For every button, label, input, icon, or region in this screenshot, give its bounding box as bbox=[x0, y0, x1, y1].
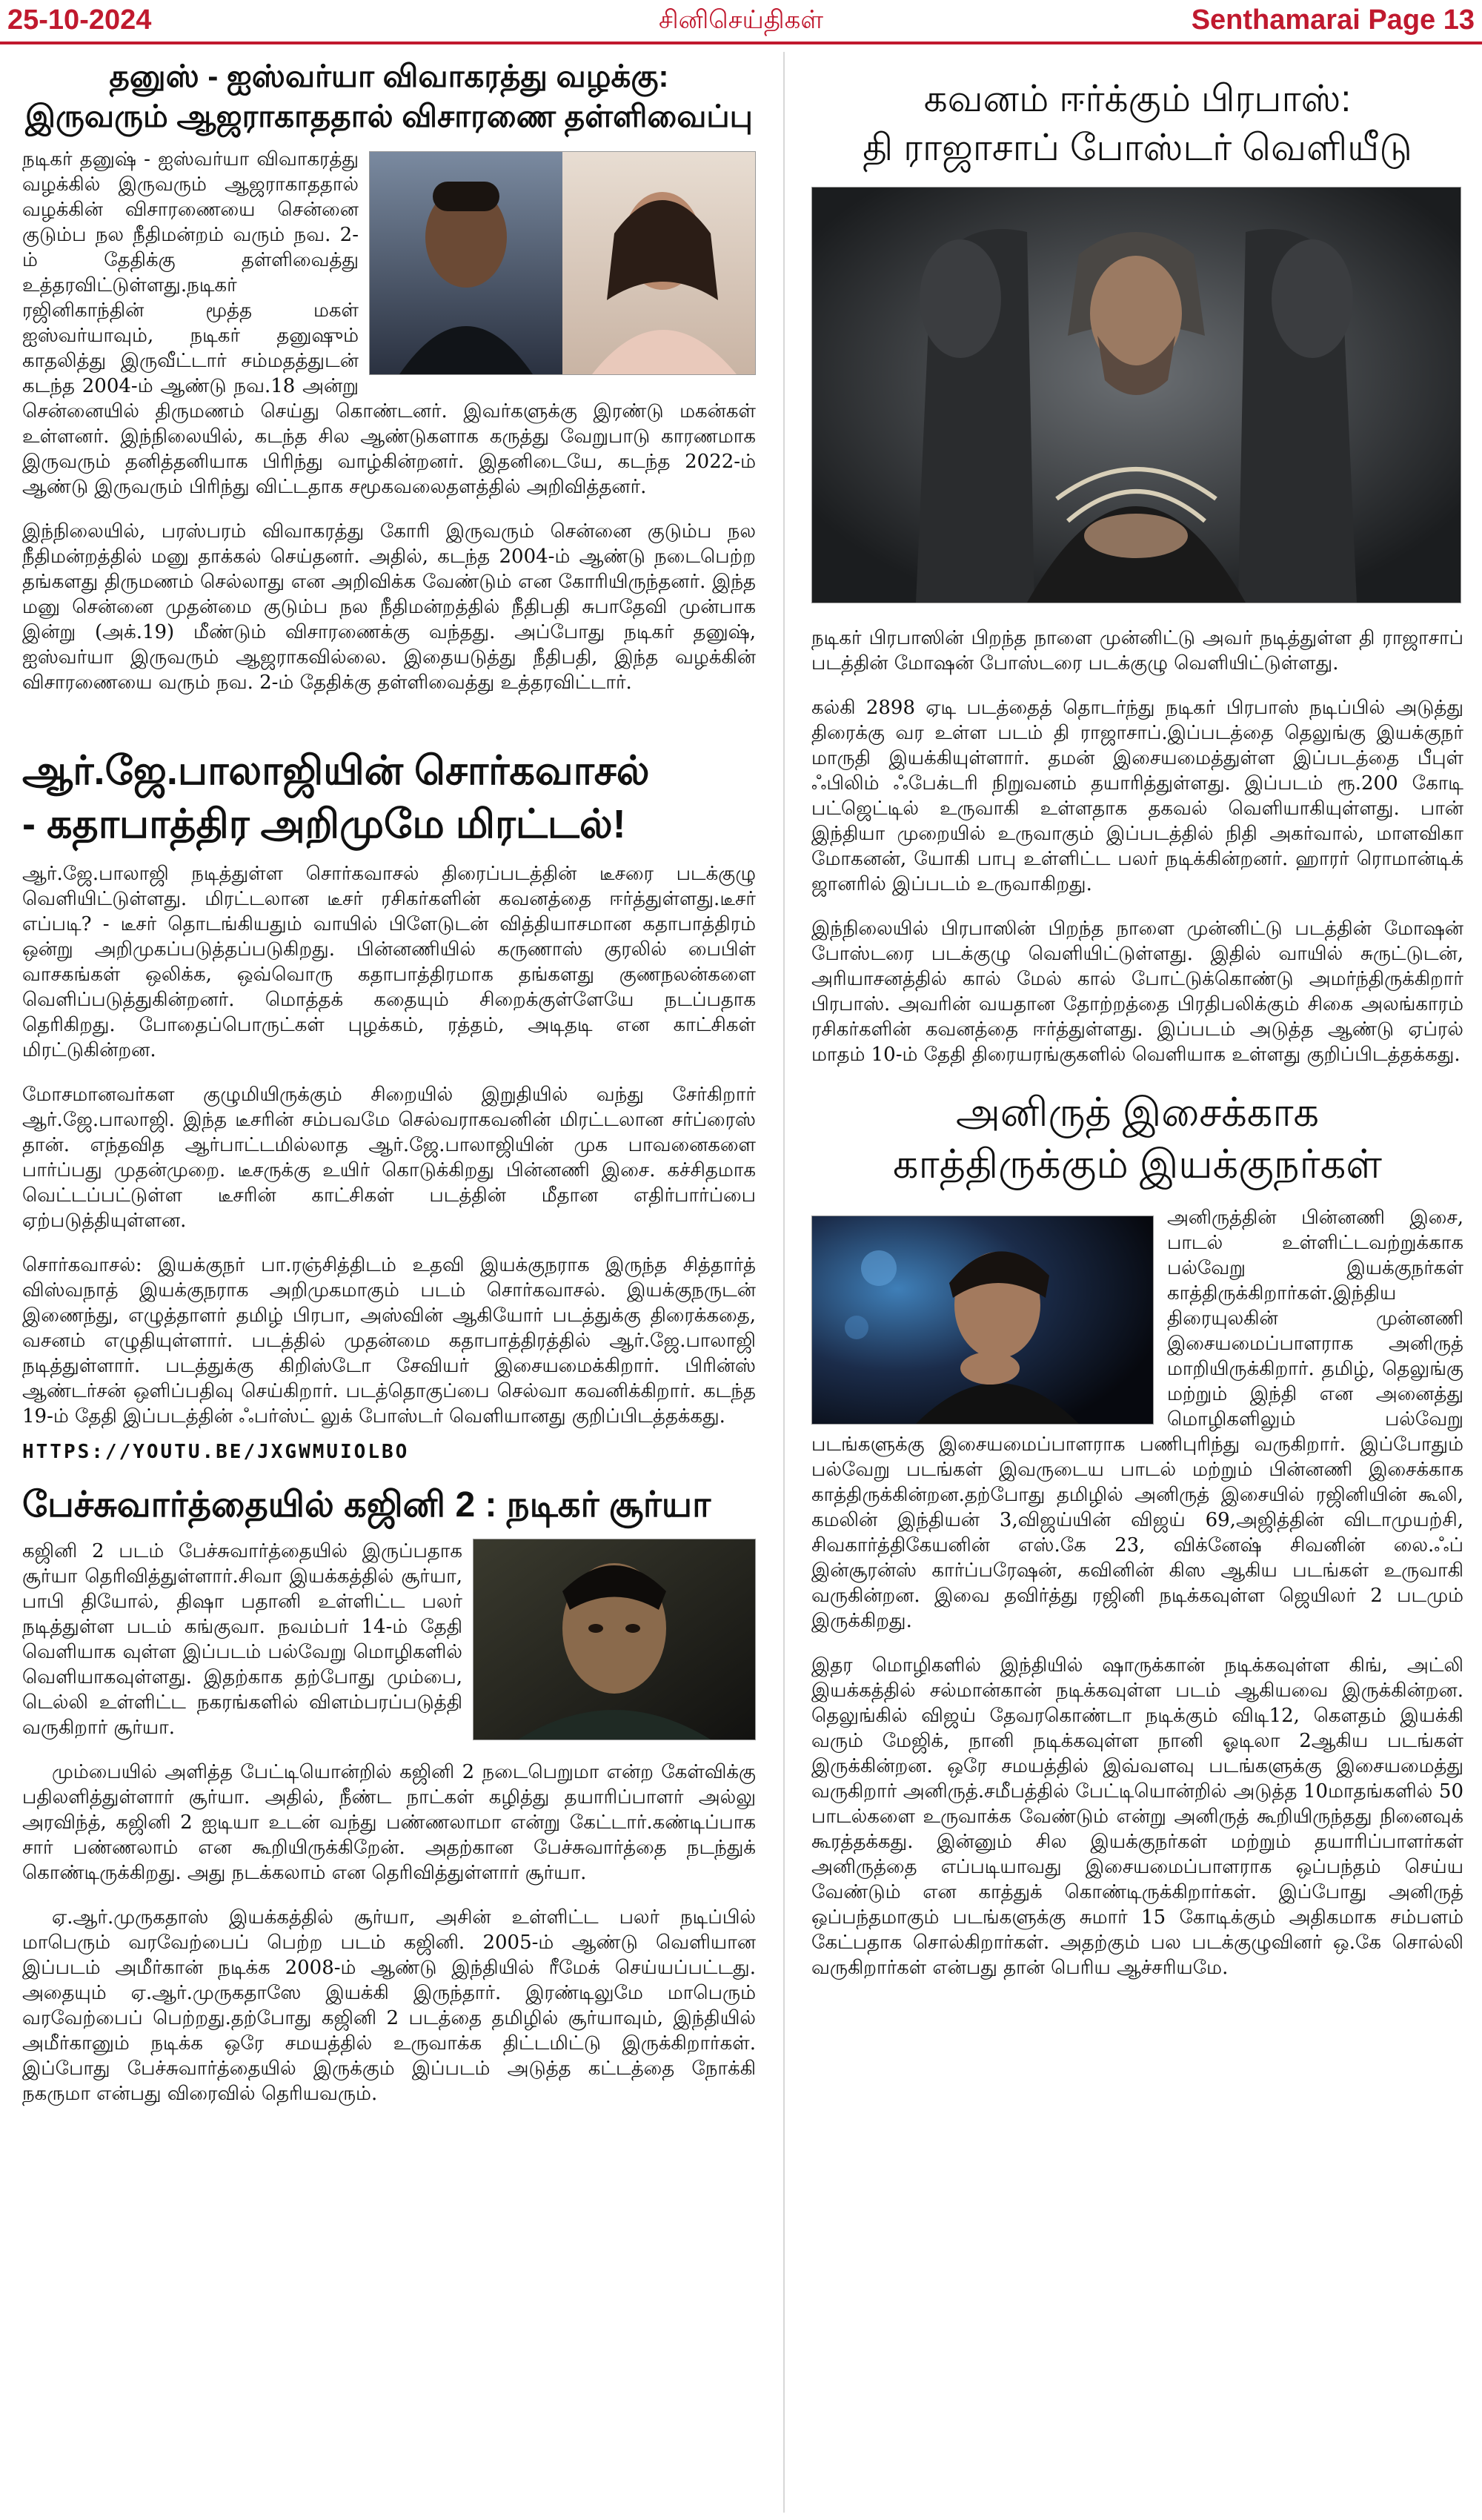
article-paragraph: சொர்கவாசல்: இயக்குநர் பா.ரஞ்சித்திடம் உதவி இயக்குநராக இருந்த சித்தார்த் விஸ்வநாத் இயக்குநராக அறிமுகமாகும் படம் சொர்கவாசல். இயக்குநருடன் இணைந்து, எழுத்தாளர் தமிழ் பிரபா, அஸ்வின் ஆகியோர் படத்துக்கு திரைக்கதை, வசனம் எழுதியுள்ளார். படத்தில் முதன்மை கதாபாத்திரத்தில் ஆர்.ஜே.பாலாஜி நடித்துள்ளார். படத்துக்கு கிறிஸ்டோ சேவியர் இசையமைக்கிறார். பிரின்ஸ் ஆண்டர்சன் ஒளிப்பதிவு செய்கிறார். படத்தொகுப்பை செல்வா கவனிக்கிறார். கடந்த 19-ம் தேதி இப்படத்தின் ஃபர்ஸ்ட் லுக் போஸ்டர் வெளியானது குறிப்பிடத்தக்கது. bbox=[22, 1254, 756, 1428]
article-headline bbox=[811, 1087, 1463, 1190]
photo-anirudh bbox=[811, 1216, 1154, 1425]
article-headline bbox=[22, 744, 756, 851]
youtube-link[interactable]: HTTPS://YOUTU.BE/JXGWMUIOLBO bbox=[22, 1441, 410, 1463]
headline-line2: காத்திருக்கும் இயக்குநர்கள் bbox=[892, 1142, 1383, 1187]
article-prabhas bbox=[811, 74, 1463, 1067]
page-number: Senthamarai Page 13 bbox=[1191, 4, 1475, 36]
article-paragraph: இந்நிலையில், பரஸ்பரம் விவாகரத்து கோரி இருவரும் சென்னை குடும்ப நல நீதிமன்றத்தில் மனு தாக்கல் செய்தனர். அதில், கடந்த 2004-ம் ஆண்டு நடைபெற்ற தங்களது திருமணம் செல்லாது என அறிவிக்க வேண்டும் என கோரியிருந்தனர். இந்த மனு சென்னை முதன்மை குடும்ப நல நீதிமன்றத்தில் நீதிபதி சுபாதேவி முன்பாக இன்று (அக்.19) மீண்டும் விசாரணைக்கு வந்தது. அப்போது நடிகர் தனுஷ், ஐஸ்வர்யா இருவரும் ஆஜராகவில்லை. இதையடுத்து நீதிபதி, இந்த வழக்கின் விசாரணையை வரும் நவ. 2-ம் தேதிக்கு தள்ளிவைத்து உத்தரவிட்டார். bbox=[22, 520, 756, 694]
issue-date: 25-10-2024 bbox=[7, 4, 152, 36]
headline-line1: ஆர்.ஜே.பாலாஜியின் சொர்கவாசல் bbox=[22, 749, 650, 793]
article-paragraph: ஏ.ஆர்.முருகதாஸ் இயக்கத்தில் சூர்யா, அசின் உள்ளிட்ட பலர் நடிப்பில் மாபெரும் வரவேற்பைப் பெற்ற படம் கஜினி. 2005-ம் ஆண்டு வெளியான இப்படம் அமீர்கான் நடிக்க 2008-ம் ஆண்டு இந்தியில் ரீமேக் செய்யப்பட்டது. அதையும் ஏ.ஆர்.முருகதாஸே இயக்கி இருந்தார். இரண்டிலுமே மாபெரும் வரவேற்பைப் பெற்றது.தற்போது கஜினி 2 படத்தை தமிழில் சூர்யாவும், இந்தியில் அமீர்கானும் நடிக்க ஒரே சமயத்தில் உருவாக்க திட்டமிட்டு இருக்கிறார்கள். இப்போது பேச்சுவார்த்தையில் இருக்கும் இப்படம் அடுத்த கட்டத்தை நோக்கி நகருமா என்பது விரைவில் தெரியவரும். bbox=[22, 1906, 756, 2105]
photo-prabhas-poster bbox=[811, 187, 1461, 603]
article-paragraph: கஜினி 2 படம் பேச்சுவார்த்தையில் இருப்பதாக சூர்யா தெரிவித்துள்ளார்.சிவா இயக்கத்தில் சூர்யா, பாபி தியோல், திஷா பதானி உள்ளிட்ட பலர் நடித்துள்ள படம் கங்குவா. நவம்பர் 14-ம் தேதி வெளியாக வுள்ள இப்படம் பல்வேறு மொழிகளில் வெளியாகவுள்ளது. இதற்காக தற்போது மும்பை, டெல்லி உள்ளிட்ட நகரங்களில் விளம்பரப்படுத்தி வருகிறார் சூர்யா. bbox=[22, 1540, 462, 1739]
article-rjbalaji bbox=[22, 744, 756, 1463]
article-anirudh bbox=[811, 1087, 1463, 1980]
article-paragraph: மோசமானவர்கள குழுமியிருக்கும் சிறையில் இறுதியில் வந்து சேர்கிறார் ஆர்.ஜே.பாலாஜி. இந்த டீசரின் சம்பவமே செல்வராகவனின் மிரட்டலான சர்ப்ரைஸ் தான். எந்தவித ஆர்பாட்டமில்லாத ஆர்.ஜே.பாலாஜியின் முக பாவனைகளை பார்ப்பது முதன்முறை. டீசருக்கு உயிர் கொடுக்கிறது பின்னணி இசை. கச்சிதமாக வெட்டப்பட்டுள்ள டீசரின் காட்சிகள் படத்தின் மீதான எதிர்பார்ப்பை ஏற்படுத்தியுள்ளன. bbox=[22, 1084, 756, 1232]
headline-line2: தி ராஜாசாப் போஸ்டர் வெளியீடு bbox=[863, 127, 1412, 168]
article-paragraph: இந்நிலையில் பிரபாஸின் பிறந்த நாளை முன்னிட்டு படத்தின் மோஷன் போஸ்டரை படக்குழு வெளியிட்டுள்ளது. இதில் வாயில் சுருட்டுடன், அரியாசனத்தில் கால் மேல் கால் போட்டுக்கொண்டு அமர்ந்திருக்கிறார் பிரபாஸ். அவரின் வயதான தோற்றத்தை பிரதிபலிக்கும் சிகை அலங்காரம் ரசிகர்களின் கவனத்தை ஈர்த்துள்ளது. இப்படம் அடுத்த ஆண்டு ஏப்ரல் மாதம் 10-ம் தேதி திரையரங்குகளில் வெளியாக உள்ளது குறிப்பிடத்தக்கது. bbox=[811, 918, 1463, 1066]
headline-line1: அனிருத் இசைக்காக bbox=[955, 1090, 1320, 1135]
article-dhanush bbox=[22, 56, 756, 714]
article-headline: பேச்சுவார்த்தையில் கஜினி 2 : நடிகர் சூர்யா bbox=[22, 1485, 711, 1525]
right-column bbox=[811, 52, 1463, 2000]
column-divider bbox=[783, 52, 785, 2513]
photo-dhanush-aishwarya bbox=[369, 151, 756, 375]
article-paragraph: நடிகர் பிரபாஸின் பிறந்த நாளை முன்னிட்டு அவர் நடித்துள்ள தி ராஜாசாப் படத்தின் மோஷன் போஸ்டரை படக்குழு வெளியிட்டுள்ளது. bbox=[811, 627, 1463, 674]
article-paragraph: அனிருத்தின் பின்னணி இசை, பாடல் உள்ளிட்டவற்றுக்காக பல்வேறு இயக்குநர்கள் காத்திருக்கிறார்கள்.இந்திய திரையுலகின் முன்னணி இசையமைப்பாளராக அனிருத் மாறியிருக்கிறார். தமிழ், தெலுங்கு மற்றும் இந்தி என அனைத்து மொழிகளிலும் பல்வேறு படங்களுக்கு இசையமைப்பாளராக பணிபுரிந்து வருகிறார். இப்போதும் பல்வேறு படங்கள் இவருடைய பாடல் மற்றும் பின்னணி இசைக்காக காத்திருக்கின்றன.தற்போது தமிழில் அனிருத் இசையில் ரஜினியின் கூலி, கமலின் இந்தியன் 3,விஜய்யின் விஜய் 69,அஜித்தின் விடாமுயற்சி, சிவகார்த்திகேயனின் எஸ்.கே 23, விக்னேஷ் சிவனின் லை.ஃப் இன்சூரன்ஸ் கார்ப்பரேஷன், கவினின் கிஸ ஆகிய படங்கள் உருவாகி வருகின்றன. இவை தவிர்த்து ரஜினி நடிக்கவுள்ள ஜெயிலர் 2 படமும் இருக்கிறது. bbox=[811, 1207, 1463, 1632]
article-headline bbox=[811, 74, 1463, 172]
article-paragraph: நடிகர் தனுஷ் - ஐஸ்வர்யா விவாகரத்து வழக்கில் இருவரும் ஆஜராகாததால் வழக்கின் விசாரணையை சென்னை குடும்ப நல நீதிமன்றம் வரும் நவ. 2-ம் தேதிக்கு தள்ளிவைத்து உத்தரவிட்டுள்ளது.நடிகர் ரஜினிகாந்தின் மூத்த மகள் ஐஸ்வர்யாவும், நடிகர் தனுஷும் காதலித்து இருவீட்டார் சம்மதத்துடன் கடந்த 2004-ம் ஆண்டு நவ.18 அன்று சென்னையில் திருமணம் செய்து கொண்டனர். இவர்களுக்கு இரண்டு மகன்கள் உள்ளனர். இந்நிலையில், கடந்த சில ஆண்டுகளாக கருத்து வேறுபாடு காரணமாக இருவரும் தனித்தனியாக பிரிந்து வாழ்கின்றனர். இதனிடையே, கடந்த 2022-ம் ஆண்டு இருவரும் பிரிந்து விட்டதாக சமூகவலைதளத்தில் அறிவித்தனர். bbox=[22, 148, 756, 498]
left-column bbox=[22, 52, 756, 2126]
headline-line2: இருவரும் ஆஜராகாததால் விசாரணை தள்ளிவைப்பு bbox=[25, 99, 753, 133]
article-paragraph: கல்கி 2898 ஏடி படத்தைத் தொடர்ந்து நடிகர் பிரபாஸ் நடிப்பில் அடுத்து திரைக்கு வர உள்ள படம் தி ராஜாசாப்.இப்படத்தை தெலுங்கு இயக்குநர் மாருதி இயக்கியுள்ளார். தமன் இசையமைத்துள்ள இப்படத்தை பீபுள் ஃபிலிம் ஃபேக்டரி நிறுவனம் தயாரித்துள்ளது. இப்படம் ரூ.200 கோடி பட்ஜெட்டில் உருவாகி உள்ளதாக தகவல் வெளியாகியுள்ளது. பான் இந்தியா முறையில் உருவாகும் இப்படத்தில் நிதி அகர்வால், மாளவிகா மோகனன், யோகி பாபு உள்ளிட்ட பலர் நடிக்கின்றனர். ஹாரர் ரொமான்டிக் ஜானரில் இப்படம் உருவாகிறது. bbox=[811, 697, 1463, 895]
article-paragraph: மும்பையில் அளித்த பேட்டியொன்றில் கஜினி 2 நடைபெறுமா என்ற கேள்விக்கு பதிலளித்துள்ளார் சூர்யா. அதில், நீண்ட நாட்கள் கழித்து தயாரிப்பாளர் அல்லு அரவிந்த், கஜினி 2 ஐடியா உடன் வந்து பண்ணலாமா என்று கேட்டார்.கண்டிப்பாக சார் பண்ணலாம் என கூறியிருக்கிறேன். அதற்கான பேச்சுவார்த்தை நடந்துக் கொண்டிருக்கிறது. அது நடக்கலாம் என தெரிவித்துள்ளார் சூர்யா. bbox=[22, 1761, 756, 1884]
article-paragraph: இதர மொழிகளில் இந்தியில் ஷாருக்கான் நடிக்கவுள்ள கிங், அட்லி இயக்கத்தில் சல்மான்கான் நடிக்கவுள்ள படம் ஆகியவை இருக்கின்றன. தெலுங்கில் விஜய் தேவரகொண்டா நடிக்கும் விடி12, கௌதம் இயக்கி வரும் மேஜிக், நானி நடிக்கவுள்ள நானி ஓடிலா 2ஆகிய படங்கள் இருக்கின்றன. ஒரே சமயத்தில் இவ்வளவு படங்களுக்கு இசையமைத்து வருகிறார் அனிருத்.சமீபத்தில் பேட்டியொன்றில் அடுத்த 10மாதங்களில் 50 பாடல்களை உருவாக்க வேண்டும் என்று அனிருத் கூறியிருந்தது நினைவுக் கூரத்தக்கது. இன்னும் சில இயக்குநர்கள் மற்றும் தயாரிப்பாளர்கள் அனிருத்தை எப்படியாவது இசையமைப்பாளராக ஒப்பந்தம் செய்ய வேண்டும் என காத்துக் கொண்டிருக்கிறார்கள். இப்போது அனிருத் ஒப்பந்தமாகும் படங்களுக்கு சுமார் 15 கோடிக்கும் அதிகமாக சம்பளம் கேட்பதாக சொல்கிறார்கள். அதற்கும் பல படக்குழுவினர் ஒ.கே சொல்லி வருகிறார்கள் என்பது தான் பெரிய ஆச்சரியமே. bbox=[811, 1654, 1463, 1979]
headline-line1: தனுஸ் - ஐஸ்வர்யா விவாகரத்து வழக்கு: bbox=[109, 59, 669, 93]
section-name: சினிசெய்திகள் bbox=[658, 6, 824, 34]
page-header bbox=[0, 0, 1482, 44]
headline-line1: கவனம் ஈர்க்கும் பிரபாஸ்: bbox=[923, 78, 1352, 119]
photo-surya bbox=[473, 1539, 756, 1740]
article-headline bbox=[22, 56, 756, 136]
article-surya bbox=[22, 1482, 756, 2106]
article-paragraph: ஆர்.ஜே.பாலாஜி நடித்துள்ள சொர்கவாசல் திரைப்படத்தின் டீசரை படக்குழு வெளியிட்டுள்ளது. மிரட்டலான டீசர் ரசிகர்களின் கவனத்தை ஈர்த்துள்ளது.டீசர் எப்படி? - டீசர் தொடங்கியதும் வாயில் பிளேடுடன் வித்தியாசமான கதாபாத்திரம் ஒன்று அறிமுகப்படுத்தப்படுகிறது. பின்னணியில் கருணாஸ் குரலில் பைபிள் வாசகங்கள் ஒலிக்க, ஒவ்வொரு கதாபாத்திரமாக தங்களது குணநலன்களை வெளிப்படுத்துகின்றனர். மொத்தக் கதையும் சிறைக்குள்ளேயே நடப்பதாக தெரிகிறது. போதைப்பொருட்கள் புழக்கம், ரத்தம், அடிதடி என காட்சிகள் மிரட்டுகின்றன. bbox=[22, 863, 756, 1061]
headline-line2: - கதாபாத்திர அறிமுமே மிரட்டல்! bbox=[22, 802, 626, 846]
